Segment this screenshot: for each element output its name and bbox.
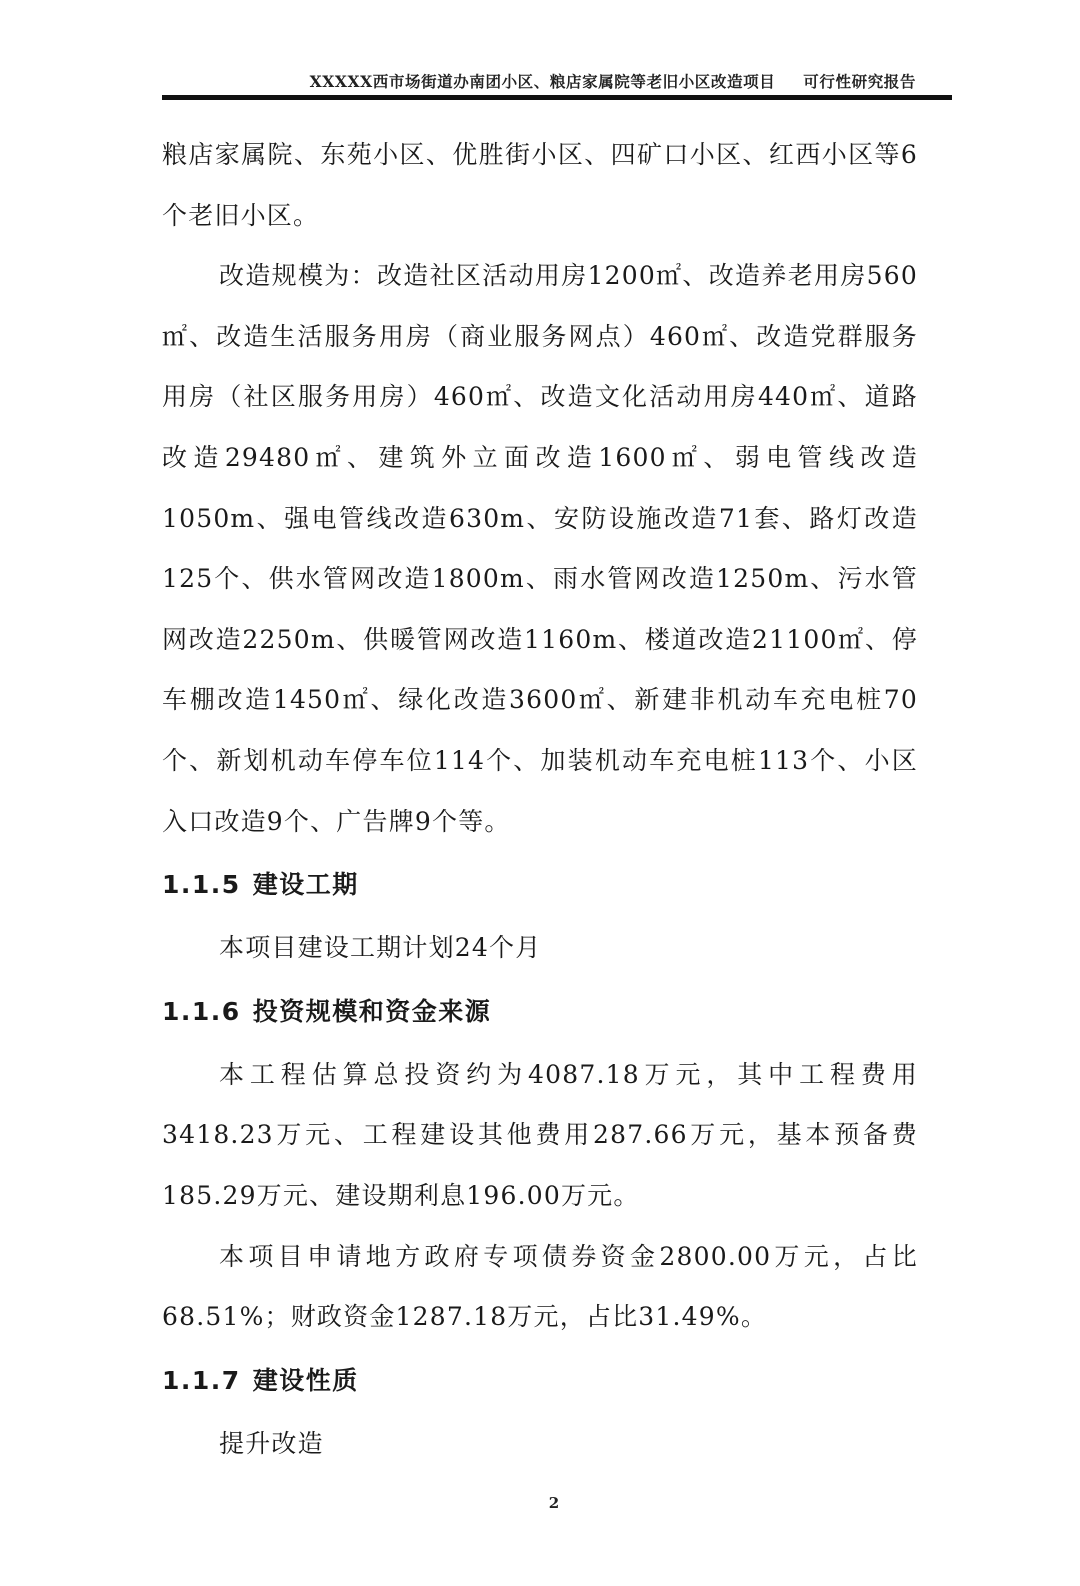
- section-heading-construction-period: [162, 852, 918, 918]
- page-header: [162, 70, 952, 96]
- section-title: 建设性质: [252, 1365, 359, 1395]
- section-title: 建设工期: [252, 870, 359, 900]
- header-project-title: XXXXX西市场街道办南团小区、粮店家属院等老旧小区改造项目: [309, 72, 776, 91]
- paragraph-communities: 粮店家属院、东苑小区、优胜街小区、四矿口小区、红西小区等6个老旧小区。: [162, 140, 918, 230]
- page-number: 2: [548, 1494, 560, 1512]
- header-text: [310, 70, 916, 92]
- section-heading-investment: [162, 979, 918, 1045]
- section-number: 1.1.5: [162, 870, 241, 900]
- section-heading-construction-nature: [162, 1348, 918, 1414]
- paragraph-total-investment: 本工程估算总投资约为4087.18万元，其中工程费用3418.23万元、工程建设其他费用287.66万元，基本预备费185.29万元、建设期利息196.00万元。: [162, 1059, 918, 1210]
- header-doc-type: 可行性研究报告: [803, 72, 916, 91]
- document-body: [162, 125, 918, 1474]
- paragraph-funding-sources: 本项目申请地方政府专项债券资金2800.00万元，占比68.51%；财政资金1287.18万元，占比31.49%。: [162, 1241, 918, 1332]
- section-number: 1.1.6: [162, 996, 241, 1026]
- section-title: 投资规模和资金来源: [252, 996, 492, 1026]
- header-rule: [162, 95, 952, 100]
- section-number: 1.1.7: [162, 1365, 241, 1395]
- paragraph-renovation-scale: 改造规模为：改造社区活动用房1200㎡、改造养老用房560㎡、改造生活服务用房（商业服务网点）460㎡、改造党群服务用房（社区服务用房）460㎡、改造文化活动用房440㎡、道路改造29480㎡、建筑外立面改造1600㎡、弱电管线改造1050m、强电管线改造630m、安防设施改造71套、路灯改造125个、供水管网改造1800m、雨水管网改造1250m、污水管网改造2250m、供暖管网改造1160m、楼道改造21100㎡、停车棚改造1450㎡、绿化改造3600㎡、新建非机动车充电桩70个、新划机动车停车位114个、加装机动车充电桩113个、小区入口改造9个、广告牌9个等。: [162, 261, 918, 836]
- paragraph-construction-nature: 提升改造: [219, 1428, 324, 1458]
- paragraph-construction-period: 本项目建设工期计划24个月: [219, 933, 542, 963]
